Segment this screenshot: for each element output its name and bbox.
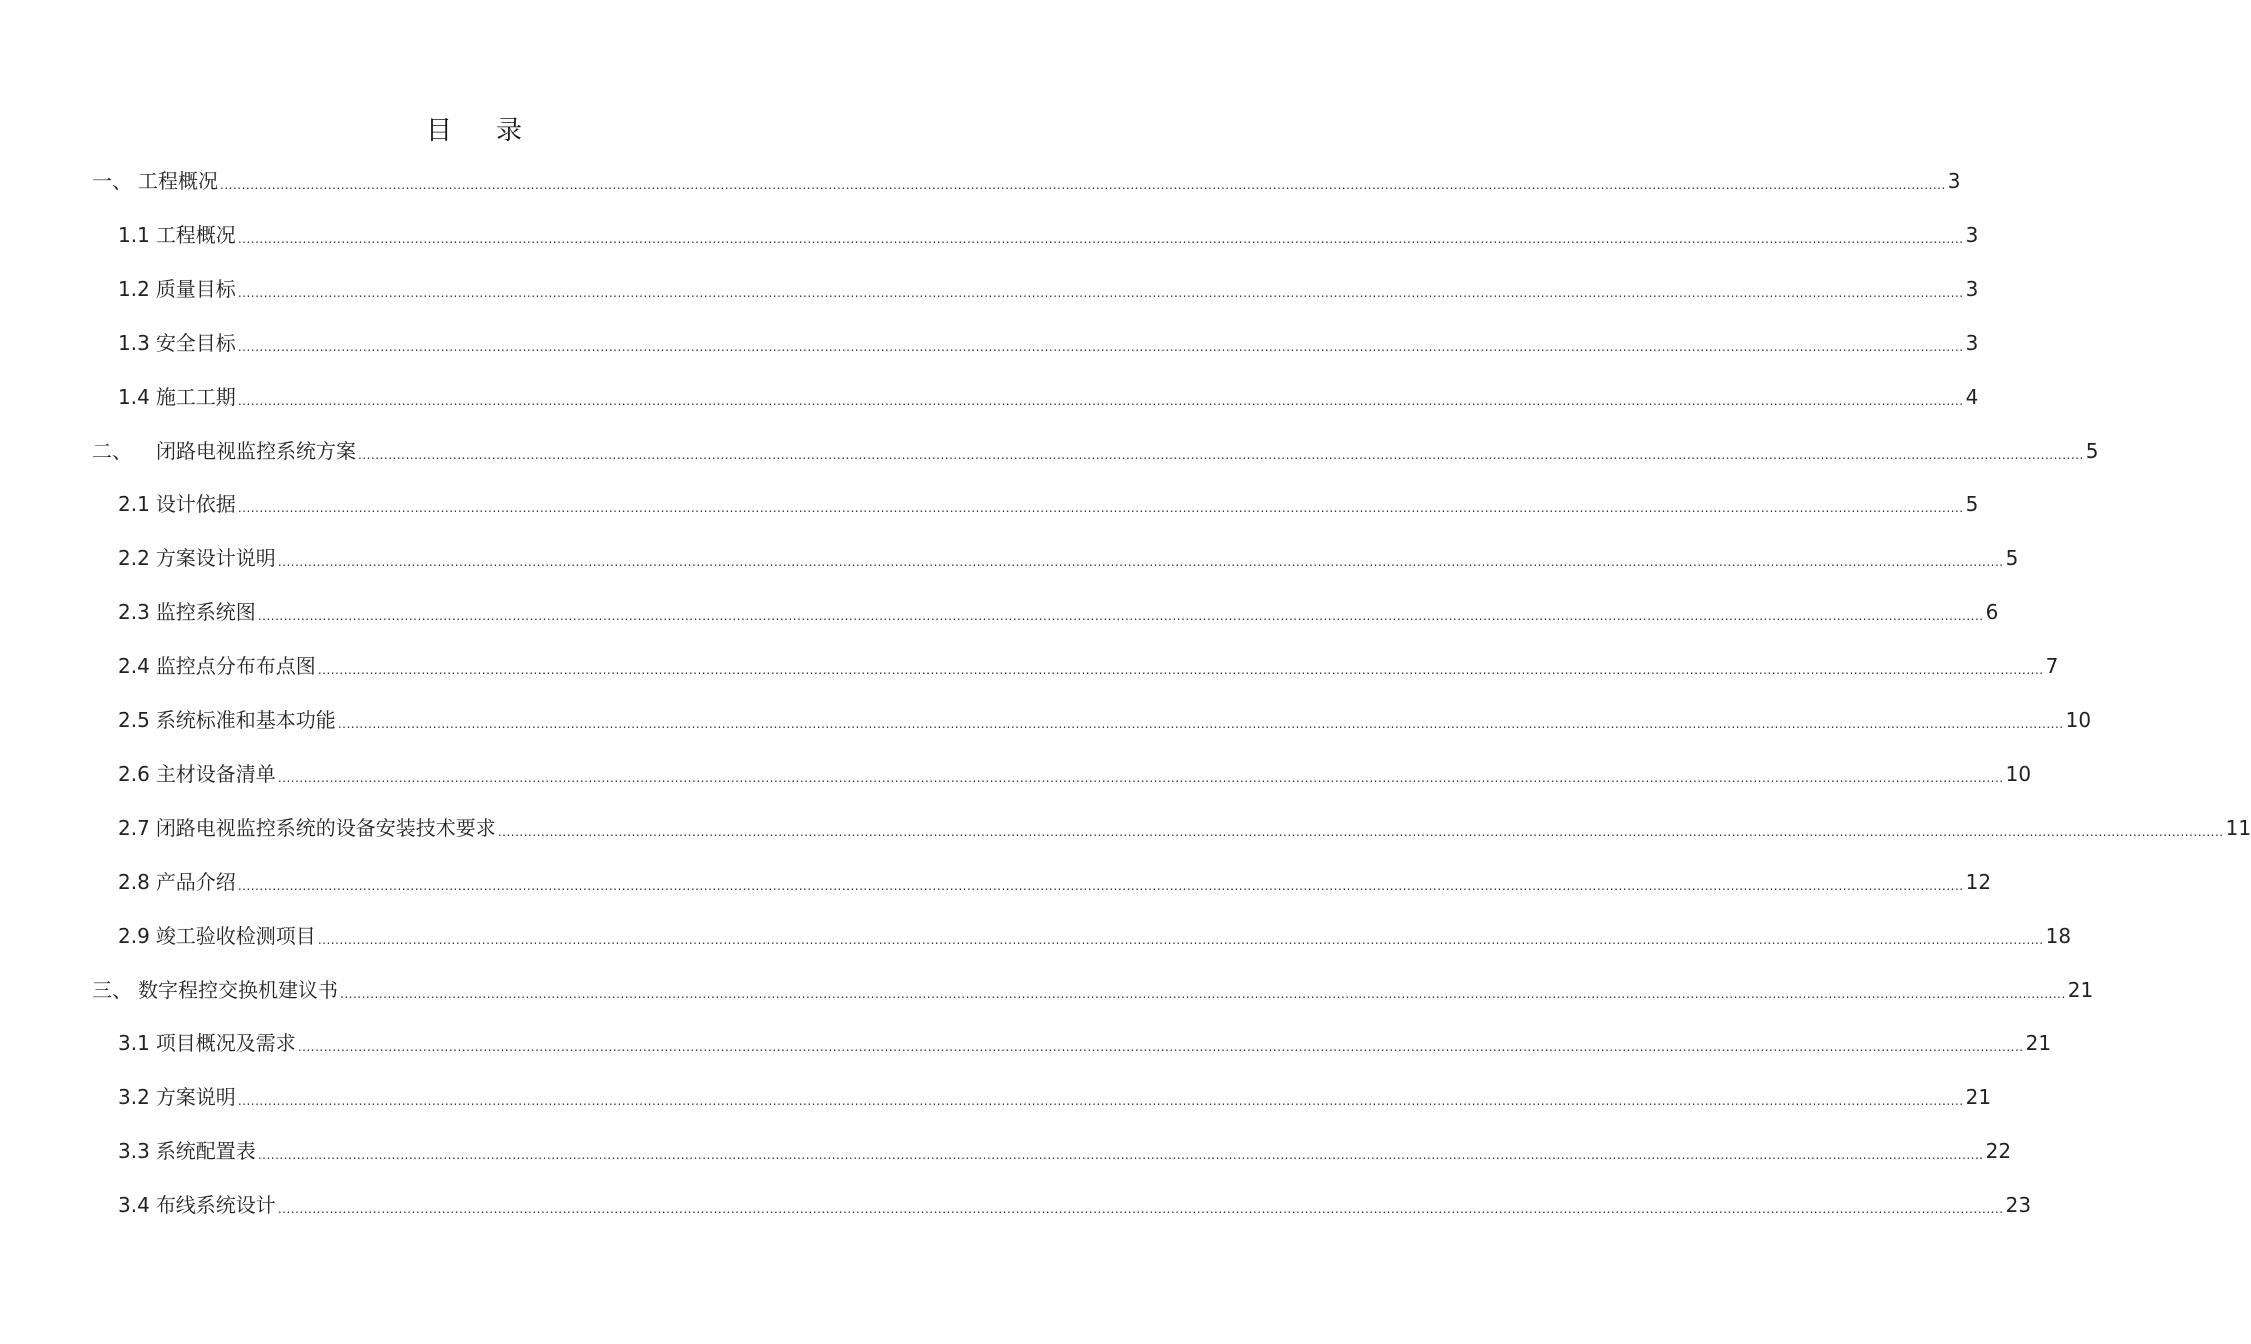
toc-entry[interactable] (118, 1124, 2012, 1178)
dot-leader: ................................................................................................................................................................................................................................................................................................................................................................................................................ (277, 555, 2004, 570)
toc-entry-page-number: 5 (2085, 438, 2099, 463)
toc-entry-text: 施工工期 (155, 384, 236, 409)
dot-leader: ................................................................................................................................................................................................................................................................................................................................................................................................................ (337, 717, 2064, 731)
toc-entry-page-number: 10 (2005, 761, 2032, 786)
toc-entry-text: 系统配置表 (155, 1139, 256, 1164)
toc-entry-page-number: 3 (1965, 330, 1979, 355)
toc-entry-page-number: 7 (2045, 654, 2059, 679)
toc-entry-text: 系统标准和基本功能 (155, 708, 336, 732)
toc-entry-number: 2.1 (118, 492, 150, 517)
dot-leader: ................................................................................................................................................................................................................................................................................................................................................................................................................ (257, 609, 1984, 624)
dot-leader: ................................................................................................................................................................................................................................................................................................................................................................................................................ (317, 932, 2044, 947)
toc-entry-page-number: 21 (2025, 1031, 2052, 1056)
toc-entry-label (118, 1085, 236, 1109)
toc-entry[interactable] (92, 154, 1961, 208)
toc-entry-number: 二、 (92, 438, 132, 463)
toc-entry-number: 三、 (92, 977, 132, 1002)
toc-entry[interactable] (118, 1070, 1992, 1124)
toc-entry-text: 监控系统图 (155, 600, 256, 625)
dot-leader: ................................................................................................................................................................................................................................................................................................................................................................................................................ (237, 339, 1964, 354)
toc-entry-number: 2.9 (118, 923, 150, 948)
toc-entry-page-number: 21 (2067, 977, 2094, 1002)
toc-entry-label (118, 492, 236, 516)
toc-entry-label (118, 654, 316, 678)
dot-leader: ................................................................................................................................................................................................................................................................................................................................................................................................................ (277, 1202, 2004, 1217)
toc-entry-number: 2.7 (118, 815, 150, 840)
toc-entry-label (92, 978, 338, 1002)
toc-entry-text: 方案说明 (155, 1085, 236, 1110)
toc-entry[interactable] (92, 963, 2094, 1017)
toc-entry-page-number: 5 (1965, 492, 1979, 517)
dot-leader: ................................................................................................................................................................................................................................................................................................................................................................................................................ (358, 447, 2084, 462)
toc-entry-page-number: 22 (1985, 1139, 2012, 1164)
toc-entry-page-number: 5 (2005, 546, 2019, 571)
dot-leader: ................................................................................................................................................................................................................................................................................................................................................................................................................ (297, 1040, 2024, 1055)
toc-entry-text: 主材设备清单 (155, 761, 276, 786)
toc-entry-number: 3.2 (118, 1085, 150, 1110)
toc-entry-label (118, 600, 256, 624)
toc-entry[interactable] (118, 909, 2072, 963)
toc-entry[interactable] (118, 531, 2019, 585)
toc-entry-text: 方案设计说明 (155, 546, 276, 571)
toc-entry-label (118, 924, 316, 948)
toc-entry-text: 闭路电视监控系统的设备安装技术要求 (155, 815, 496, 840)
toc-entry[interactable] (118, 1178, 2032, 1232)
toc-entry[interactable] (118, 747, 2032, 801)
toc-entry-number: 一、 (92, 169, 132, 193)
dot-leader: ................................................................................................................................................................................................................................................................................................................................................................................................................ (237, 231, 1964, 246)
toc-entry-text: 设计依据 (155, 492, 236, 517)
toc-entry-text: 工程概况 (138, 169, 218, 193)
toc-entry-label (118, 870, 236, 894)
toc-entry-number: 1.3 (118, 330, 150, 355)
toc-entry-text: 质量目标 (155, 276, 236, 301)
toc-entry-number: 3.1 (118, 1031, 150, 1056)
toc-entry[interactable] (118, 639, 2059, 693)
toc-entry[interactable] (118, 316, 1979, 370)
toc-entry-text: 项目概况及需求 (155, 1031, 296, 1056)
toc-entry[interactable] (118, 801, 2251, 855)
toc-entry-page-number: 11 (2225, 815, 2251, 840)
toc-entry[interactable] (118, 262, 1979, 316)
dot-leader: ................................................................................................................................................................................................................................................................................................................................................................................................................ (317, 663, 2044, 678)
toc-entry[interactable] (92, 424, 2099, 478)
toc-entry-number: 1.1 (118, 222, 150, 247)
toc-entry-number: 2.6 (118, 761, 150, 786)
toc-entry-number: 1.4 (118, 384, 150, 409)
toc-entry-text: 工程概况 (155, 222, 236, 247)
toc-entry[interactable] (118, 855, 1992, 909)
toc-entry-label (118, 1193, 276, 1217)
toc-entry-page-number: 4 (1965, 384, 1979, 409)
dot-leader: ................................................................................................................................................................................................................................................................................................................................................................................................................ (237, 1094, 1964, 1109)
toc-entry-number: 3.3 (118, 1139, 150, 1164)
toc-entry-page-number: 12 (1965, 869, 1992, 894)
toc-entry-number: 2.4 (118, 654, 150, 679)
toc-entry-page-number: 18 (2045, 923, 2072, 948)
dot-leader: ................................................................................................................................................................................................................................................................................................................................................................................................................ (257, 1148, 1984, 1163)
toc-entry-label (118, 1031, 296, 1055)
dot-leader: ................................................................................................................................................................................................................................................................................................................................................................................................................ (237, 878, 1964, 893)
toc-entry-number: 2.8 (118, 869, 150, 894)
dot-leader: ................................................................................................................................................................................................................................................................................................................................................................................................................ (497, 824, 2224, 839)
toc-entry-label (118, 762, 276, 786)
toc-entry-number: 2.2 (118, 546, 150, 571)
dot-leader: ................................................................................................................................................................................................................................................................................................................................................................................................................ (237, 501, 1964, 516)
toc-entry-label (118, 331, 236, 355)
toc-entry-label (118, 816, 496, 840)
toc-entry-text: 闭路电视监控系统方案 (156, 438, 356, 463)
title-char-1: 目 (425, 116, 454, 146)
dot-leader: ................................................................................................................................................................................................................................................................................................................................................................................................................ (237, 285, 1964, 300)
toc-entry-page-number: 3 (1965, 276, 1979, 301)
page-title (0, 110, 950, 147)
dot-leader: ................................................................................................................................................................................................................................................................................................................................................................................................................ (220, 178, 1946, 192)
toc-entry-label (92, 169, 218, 193)
toc-entry[interactable] (118, 585, 1999, 639)
dot-leader: ................................................................................................................................................................................................................................................................................................................................................................................................................ (340, 986, 2066, 1001)
toc-entry-page-number: 6 (1985, 600, 1999, 625)
dot-leader: ................................................................................................................................................................................................................................................................................................................................................................................................................ (237, 393, 1964, 408)
toc-entry-text: 数字程控交换机建议书 (138, 977, 338, 1002)
toc-entry-label (118, 708, 336, 732)
toc-entry-number: 2.3 (118, 600, 150, 625)
toc-entry-label (118, 1139, 256, 1163)
toc-entry[interactable] (118, 370, 1979, 424)
toc-entry-number: 1.2 (118, 276, 150, 301)
toc-entry[interactable] (118, 693, 2092, 747)
dot-leader: ................................................................................................................................................................................................................................................................................................................................................................................................................ (277, 770, 2004, 785)
toc-entry-page-number: 10 (2065, 708, 2092, 732)
toc-entry-label (118, 385, 236, 409)
toc-entry-text: 监控点分布布点图 (155, 654, 316, 679)
toc-entry[interactable] (118, 208, 1979, 262)
toc-entry-label (118, 277, 236, 301)
toc-entry-text: 布线系统设计 (155, 1193, 276, 1218)
toc-entry-page-number: 23 (2005, 1193, 2032, 1218)
toc-entry-text: 安全目标 (155, 330, 236, 355)
toc-entry-label (92, 439, 356, 463)
title-char-2: 录 (496, 116, 525, 146)
toc-entry-page-number: 3 (1947, 169, 1961, 193)
toc-entry-label (118, 546, 276, 570)
toc-entry-label (118, 223, 236, 247)
toc-entry-page-number: 21 (1965, 1085, 1992, 1110)
toc-entry-page-number: 3 (1965, 222, 1979, 247)
toc-entry-number: 3.4 (118, 1193, 150, 1218)
toc-entry-number: 2.5 (118, 708, 150, 732)
toc-entry-text: 产品介绍 (155, 869, 236, 894)
toc-entry-text: 竣工验收检测项目 (155, 923, 316, 948)
toc-entry[interactable] (118, 477, 1979, 531)
toc-entry[interactable] (118, 1016, 2052, 1070)
